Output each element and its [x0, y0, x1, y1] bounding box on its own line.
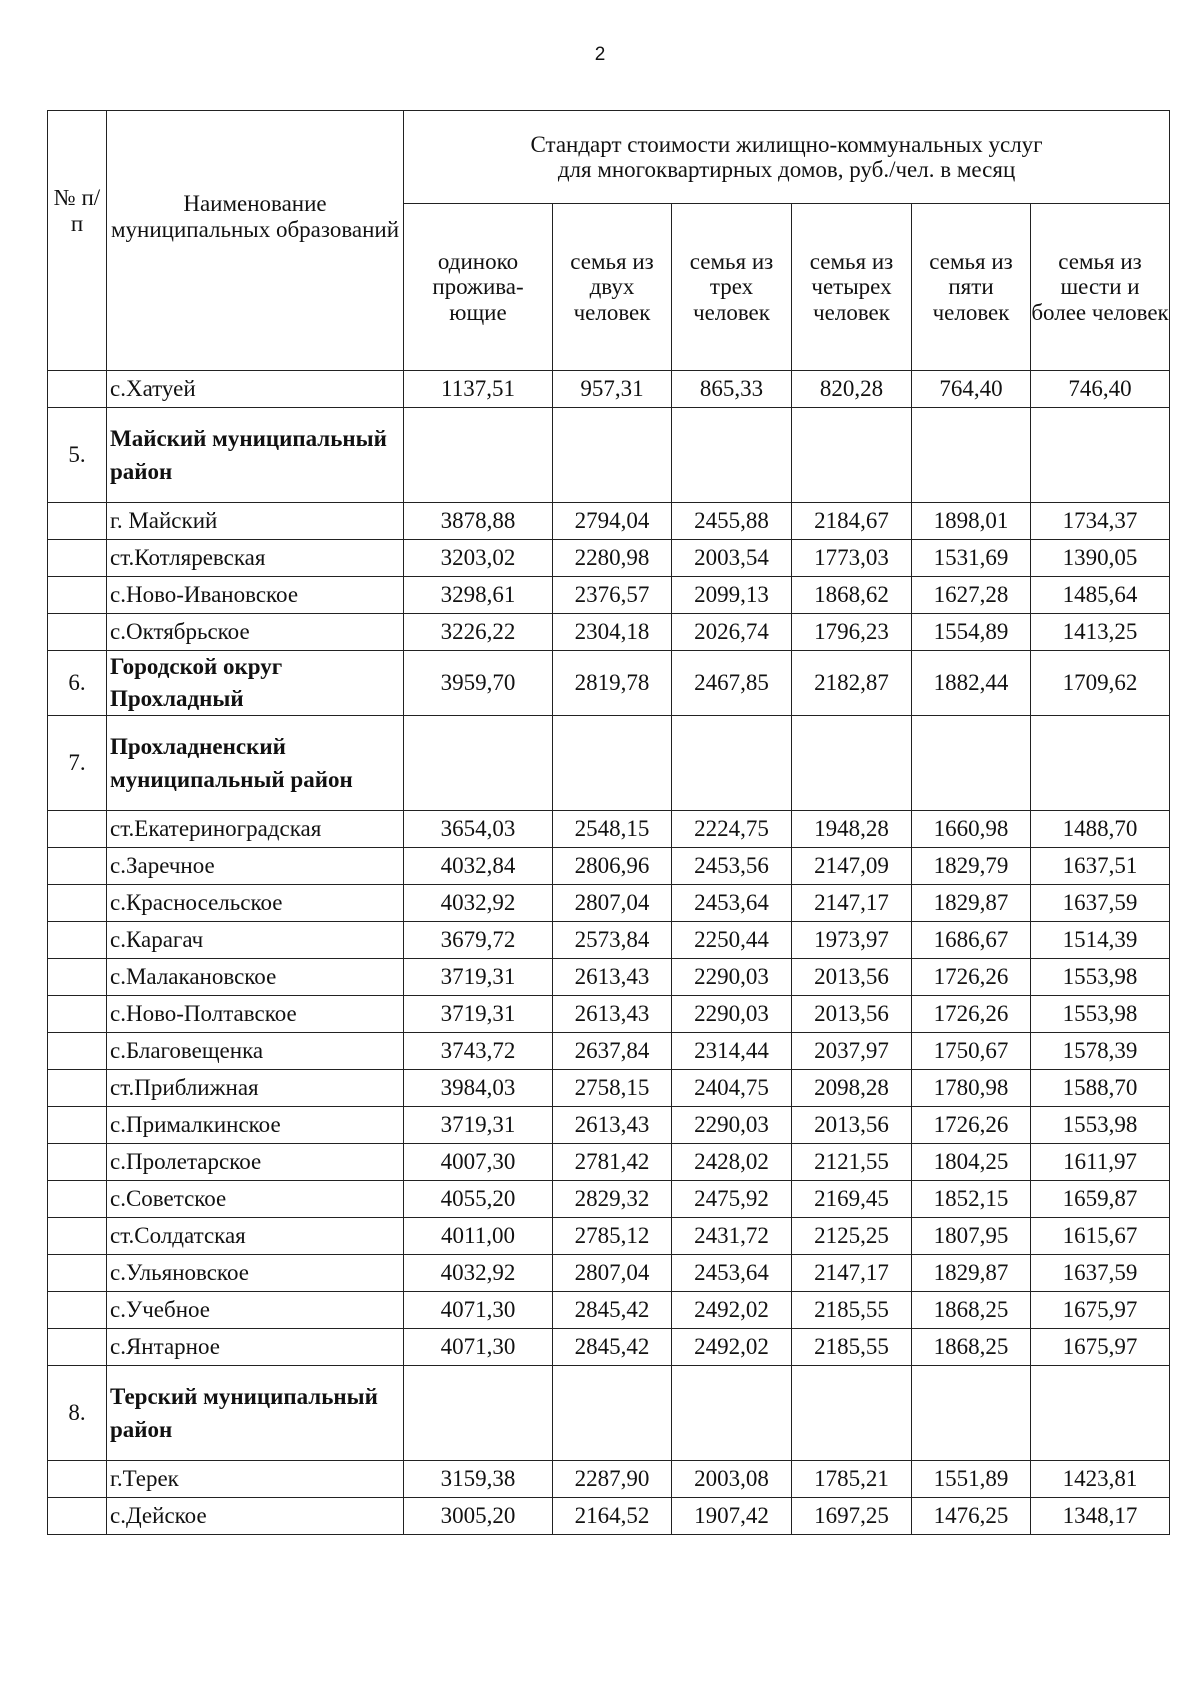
value-cell: 1588,70	[1031, 1070, 1170, 1107]
value-cell: 2224,75	[672, 811, 792, 848]
value-cell: 1686,67	[912, 922, 1031, 959]
value-cell: 2548,15	[553, 811, 672, 848]
value-cell: 1907,42	[672, 1498, 792, 1535]
value-cell: 2819,78	[553, 651, 672, 716]
value-cell: 2147,17	[792, 885, 912, 922]
row-number	[48, 1107, 107, 1144]
group-name: Майский муниципальный район	[107, 408, 404, 503]
value-cell: 1390,05	[1031, 540, 1170, 577]
value-cell: 2287,90	[553, 1461, 672, 1498]
value-cell: 3679,72	[404, 922, 553, 959]
value-cell: 2475,92	[672, 1181, 792, 1218]
value-cell: 1637,51	[1031, 848, 1170, 885]
value-cell: 1726,26	[912, 1107, 1031, 1144]
value-cell	[404, 716, 553, 811]
value-cell: 1829,87	[912, 1255, 1031, 1292]
table-row	[48, 922, 1170, 959]
value-cell: 4007,30	[404, 1144, 553, 1181]
value-cell: 2453,56	[672, 848, 792, 885]
table-body	[48, 371, 1170, 1535]
value-cell	[672, 716, 792, 811]
value-cell: 3654,03	[404, 811, 553, 848]
value-cell: 4071,30	[404, 1292, 553, 1329]
value-cell: 2404,75	[672, 1070, 792, 1107]
cost-standards-table	[47, 110, 1170, 1535]
value-cell: 3719,31	[404, 996, 553, 1033]
table-row	[48, 1292, 1170, 1329]
value-cell: 1973,97	[792, 922, 912, 959]
value-cell: 2428,02	[672, 1144, 792, 1181]
value-cell: 2807,04	[553, 885, 672, 922]
row-number	[48, 885, 107, 922]
value-cell: 1553,98	[1031, 1107, 1170, 1144]
row-number: 5.	[48, 408, 107, 503]
value-cell: 1554,89	[912, 614, 1031, 651]
value-cell: 1785,21	[792, 1461, 912, 1498]
value-cell: 2290,03	[672, 959, 792, 996]
table-row	[48, 614, 1170, 651]
table-row	[48, 1218, 1170, 1255]
value-cell	[792, 716, 912, 811]
table-row	[48, 540, 1170, 577]
value-cell: 957,31	[553, 371, 672, 408]
municipality-name: г.Терек	[107, 1461, 404, 1498]
municipality-name: с.Октябрьское	[107, 614, 404, 651]
value-cell: 2613,43	[553, 959, 672, 996]
municipality-name: с.Карагач	[107, 922, 404, 959]
value-cell	[672, 1366, 792, 1461]
table-row	[48, 959, 1170, 996]
value-cell: 1868,25	[912, 1292, 1031, 1329]
value-cell: 820,28	[792, 371, 912, 408]
header-col-four: семья из четырех человек	[792, 204, 912, 371]
value-cell: 2794,04	[553, 503, 672, 540]
value-cell: 1659,87	[1031, 1181, 1170, 1218]
value-cell: 2453,64	[672, 1255, 792, 1292]
value-cell: 1868,62	[792, 577, 912, 614]
municipality-name: с.Заречное	[107, 848, 404, 885]
header-col-three: семья из трех человек	[672, 204, 792, 371]
value-cell: 2613,43	[553, 996, 672, 1033]
value-cell	[404, 408, 553, 503]
value-cell: 1675,97	[1031, 1329, 1170, 1366]
header-col-six-plus: семья из шести и более человек	[1031, 204, 1170, 371]
municipality-name: ст.Солдатская	[107, 1218, 404, 1255]
row-number	[48, 1181, 107, 1218]
value-cell: 2147,17	[792, 1255, 912, 1292]
header-title-line1: Стандарт стоимости жилищно-коммунальных услуг	[530, 131, 1043, 157]
row-number	[48, 996, 107, 1033]
value-cell: 3159,38	[404, 1461, 553, 1498]
value-cell	[912, 408, 1031, 503]
row-number	[48, 811, 107, 848]
value-cell: 2829,32	[553, 1181, 672, 1218]
value-cell: 2455,88	[672, 503, 792, 540]
municipality-name: с.Хатуей	[107, 371, 404, 408]
value-cell	[792, 1366, 912, 1461]
value-cell: 2781,42	[553, 1144, 672, 1181]
header-name: Наименование муниципальных образований	[107, 111, 404, 371]
value-cell: 1780,98	[912, 1070, 1031, 1107]
value-cell: 2013,56	[792, 959, 912, 996]
value-cell: 1578,39	[1031, 1033, 1170, 1070]
table-row	[48, 503, 1170, 540]
value-cell: 2376,57	[553, 577, 672, 614]
table-row	[48, 848, 1170, 885]
value-cell	[1031, 716, 1170, 811]
value-cell	[553, 1366, 672, 1461]
value-cell: 4032,92	[404, 1255, 553, 1292]
municipality-name: с.Дейское	[107, 1498, 404, 1535]
value-cell: 1637,59	[1031, 1255, 1170, 1292]
municipality-name: ст.Приближная	[107, 1070, 404, 1107]
value-cell: 2492,02	[672, 1329, 792, 1366]
header-col-five: семья из пяти человек	[912, 204, 1031, 371]
table-row	[48, 1070, 1170, 1107]
row-number	[48, 1498, 107, 1535]
row-number	[48, 540, 107, 577]
row-number	[48, 1255, 107, 1292]
value-cell: 1637,59	[1031, 885, 1170, 922]
row-number: 7.	[48, 716, 107, 811]
row-number: 8.	[48, 1366, 107, 1461]
table-header	[48, 111, 1170, 371]
row-number	[48, 922, 107, 959]
value-cell: 2164,52	[553, 1498, 672, 1535]
value-cell: 1697,25	[792, 1498, 912, 1535]
value-cell: 1829,79	[912, 848, 1031, 885]
value-cell: 2314,44	[672, 1033, 792, 1070]
table-row	[48, 1255, 1170, 1292]
table-row	[48, 1033, 1170, 1070]
row-number	[48, 1461, 107, 1498]
value-cell: 2099,13	[672, 577, 792, 614]
value-cell: 2845,42	[553, 1329, 672, 1366]
value-cell	[553, 716, 672, 811]
value-cell: 3203,02	[404, 540, 553, 577]
row-number	[48, 959, 107, 996]
header-title-line2: для многоквартирных домов, руб./чел. в месяц	[557, 157, 1016, 182]
value-cell: 2013,56	[792, 1107, 912, 1144]
table-row	[48, 371, 1170, 408]
group-name: Городской округ Прохладный	[107, 651, 404, 716]
value-cell: 4071,30	[404, 1329, 553, 1366]
value-cell: 1423,81	[1031, 1461, 1170, 1498]
value-cell: 1882,44	[912, 651, 1031, 716]
value-cell: 1807,95	[912, 1218, 1031, 1255]
value-cell: 2026,74	[672, 614, 792, 651]
value-cell: 2637,84	[553, 1033, 672, 1070]
municipality-name: с.Прималкинское	[107, 1107, 404, 1144]
value-cell	[553, 408, 672, 503]
value-cell: 1829,87	[912, 885, 1031, 922]
value-cell: 1948,28	[792, 811, 912, 848]
value-cell: 3719,31	[404, 1107, 553, 1144]
group-row	[48, 716, 1170, 811]
value-cell	[1031, 408, 1170, 503]
value-cell: 2098,28	[792, 1070, 912, 1107]
value-cell: 1660,98	[912, 811, 1031, 848]
value-cell: 1551,89	[912, 1461, 1031, 1498]
value-cell: 3719,31	[404, 959, 553, 996]
value-cell: 4011,00	[404, 1218, 553, 1255]
value-cell: 3743,72	[404, 1033, 553, 1070]
municipality-name: с.Малакановское	[107, 959, 404, 996]
value-cell: 1868,25	[912, 1329, 1031, 1366]
value-cell: 1675,97	[1031, 1292, 1170, 1329]
value-cell: 1514,39	[1031, 922, 1170, 959]
value-cell: 2806,96	[553, 848, 672, 885]
value-cell: 2431,72	[672, 1218, 792, 1255]
municipality-name: с.Учебное	[107, 1292, 404, 1329]
header-col-two: семья из двух человек	[553, 204, 672, 371]
group-name: Прохладненский муниципальный район	[107, 716, 404, 811]
table-row	[48, 1181, 1170, 1218]
municipality-name: ст.Котляревская	[107, 540, 404, 577]
row-number	[48, 1329, 107, 1366]
value-cell: 1485,64	[1031, 577, 1170, 614]
group-row	[48, 651, 1170, 716]
value-cell: 1615,67	[1031, 1218, 1170, 1255]
value-cell: 2185,55	[792, 1292, 912, 1329]
value-cell: 2492,02	[672, 1292, 792, 1329]
row-number	[48, 371, 107, 408]
table-row	[48, 1329, 1170, 1366]
value-cell: 2807,04	[553, 1255, 672, 1292]
value-cell: 2125,25	[792, 1218, 912, 1255]
value-cell: 2250,44	[672, 922, 792, 959]
value-cell: 2169,45	[792, 1181, 912, 1218]
group-row	[48, 408, 1170, 503]
value-cell: 1413,25	[1031, 614, 1170, 651]
row-number: 6.	[48, 651, 107, 716]
value-cell	[912, 716, 1031, 811]
value-cell: 1804,25	[912, 1144, 1031, 1181]
value-cell: 2467,85	[672, 651, 792, 716]
value-cell: 2453,64	[672, 885, 792, 922]
value-cell: 3984,03	[404, 1070, 553, 1107]
value-cell: 1137,51	[404, 371, 553, 408]
value-cell: 1852,15	[912, 1181, 1031, 1218]
value-cell: 1348,17	[1031, 1498, 1170, 1535]
value-cell: 3005,20	[404, 1498, 553, 1535]
value-cell: 1898,01	[912, 503, 1031, 540]
value-cell	[792, 408, 912, 503]
value-cell: 1553,98	[1031, 996, 1170, 1033]
header-col-single: одиноко прожива-ющие	[404, 204, 553, 371]
table-row	[48, 885, 1170, 922]
value-cell: 2184,67	[792, 503, 912, 540]
group-name: Терский муниципальный район	[107, 1366, 404, 1461]
table-row	[48, 996, 1170, 1033]
municipality-name: с.Пролетарское	[107, 1144, 404, 1181]
municipality-name: с.Красносельское	[107, 885, 404, 922]
value-cell: 2613,43	[553, 1107, 672, 1144]
value-cell: 1773,03	[792, 540, 912, 577]
value-cell: 4055,20	[404, 1181, 553, 1218]
value-cell: 4032,84	[404, 848, 553, 885]
value-cell: 2304,18	[553, 614, 672, 651]
value-cell: 3878,88	[404, 503, 553, 540]
value-cell: 1476,25	[912, 1498, 1031, 1535]
row-number	[48, 1144, 107, 1181]
value-cell: 1553,98	[1031, 959, 1170, 996]
value-cell: 3298,61	[404, 577, 553, 614]
row-number	[48, 1033, 107, 1070]
row-number	[48, 614, 107, 651]
header-num: № п/п	[48, 111, 107, 371]
value-cell: 2290,03	[672, 1107, 792, 1144]
value-cell: 2003,54	[672, 540, 792, 577]
value-cell: 1796,23	[792, 614, 912, 651]
table-row	[48, 811, 1170, 848]
value-cell: 2185,55	[792, 1329, 912, 1366]
value-cell: 1726,26	[912, 996, 1031, 1033]
table-row	[48, 577, 1170, 614]
municipality-name: с.Ново-Полтавское	[107, 996, 404, 1033]
value-cell: 2758,15	[553, 1070, 672, 1107]
value-cell: 1627,28	[912, 577, 1031, 614]
value-cell: 2147,09	[792, 848, 912, 885]
municipality-name: с.Янтарное	[107, 1329, 404, 1366]
value-cell	[404, 1366, 553, 1461]
value-cell: 2182,87	[792, 651, 912, 716]
value-cell	[1031, 1366, 1170, 1461]
table-row	[48, 1461, 1170, 1498]
row-number	[48, 1292, 107, 1329]
value-cell: 1611,97	[1031, 1144, 1170, 1181]
value-cell: 746,40	[1031, 371, 1170, 408]
value-cell: 2573,84	[553, 922, 672, 959]
table-row	[48, 1144, 1170, 1181]
value-cell	[912, 1366, 1031, 1461]
row-number	[48, 1070, 107, 1107]
value-cell: 1488,70	[1031, 811, 1170, 848]
value-cell: 2013,56	[792, 996, 912, 1033]
value-cell: 2280,98	[553, 540, 672, 577]
value-cell: 3959,70	[404, 651, 553, 716]
value-cell: 1726,26	[912, 959, 1031, 996]
value-cell: 1750,67	[912, 1033, 1031, 1070]
row-number	[48, 503, 107, 540]
value-cell: 2037,97	[792, 1033, 912, 1070]
value-cell: 4032,92	[404, 885, 553, 922]
value-cell: 2121,55	[792, 1144, 912, 1181]
value-cell: 2290,03	[672, 996, 792, 1033]
value-cell	[672, 408, 792, 503]
value-cell: 764,40	[912, 371, 1031, 408]
municipality-name: с.Советское	[107, 1181, 404, 1218]
value-cell: 3226,22	[404, 614, 553, 651]
page-number: 2	[594, 44, 606, 65]
municipality-name: ст.Екатериноградская	[107, 811, 404, 848]
row-number	[48, 577, 107, 614]
row-number	[48, 1218, 107, 1255]
value-cell: 2845,42	[553, 1292, 672, 1329]
value-cell: 1709,62	[1031, 651, 1170, 716]
municipality-name: с.Ульяновское	[107, 1255, 404, 1292]
municipality-name: с.Ново-Ивановское	[107, 577, 404, 614]
table-row	[48, 1107, 1170, 1144]
header-title	[404, 111, 1170, 204]
municipality-name: г. Майский	[107, 503, 404, 540]
value-cell: 2003,08	[672, 1461, 792, 1498]
value-cell: 865,33	[672, 371, 792, 408]
group-row	[48, 1366, 1170, 1461]
value-cell: 2785,12	[553, 1218, 672, 1255]
table-row	[48, 1498, 1170, 1535]
value-cell: 1734,37	[1031, 503, 1170, 540]
row-number	[48, 848, 107, 885]
value-cell: 1531,69	[912, 540, 1031, 577]
municipality-name: с.Благовещенка	[107, 1033, 404, 1070]
